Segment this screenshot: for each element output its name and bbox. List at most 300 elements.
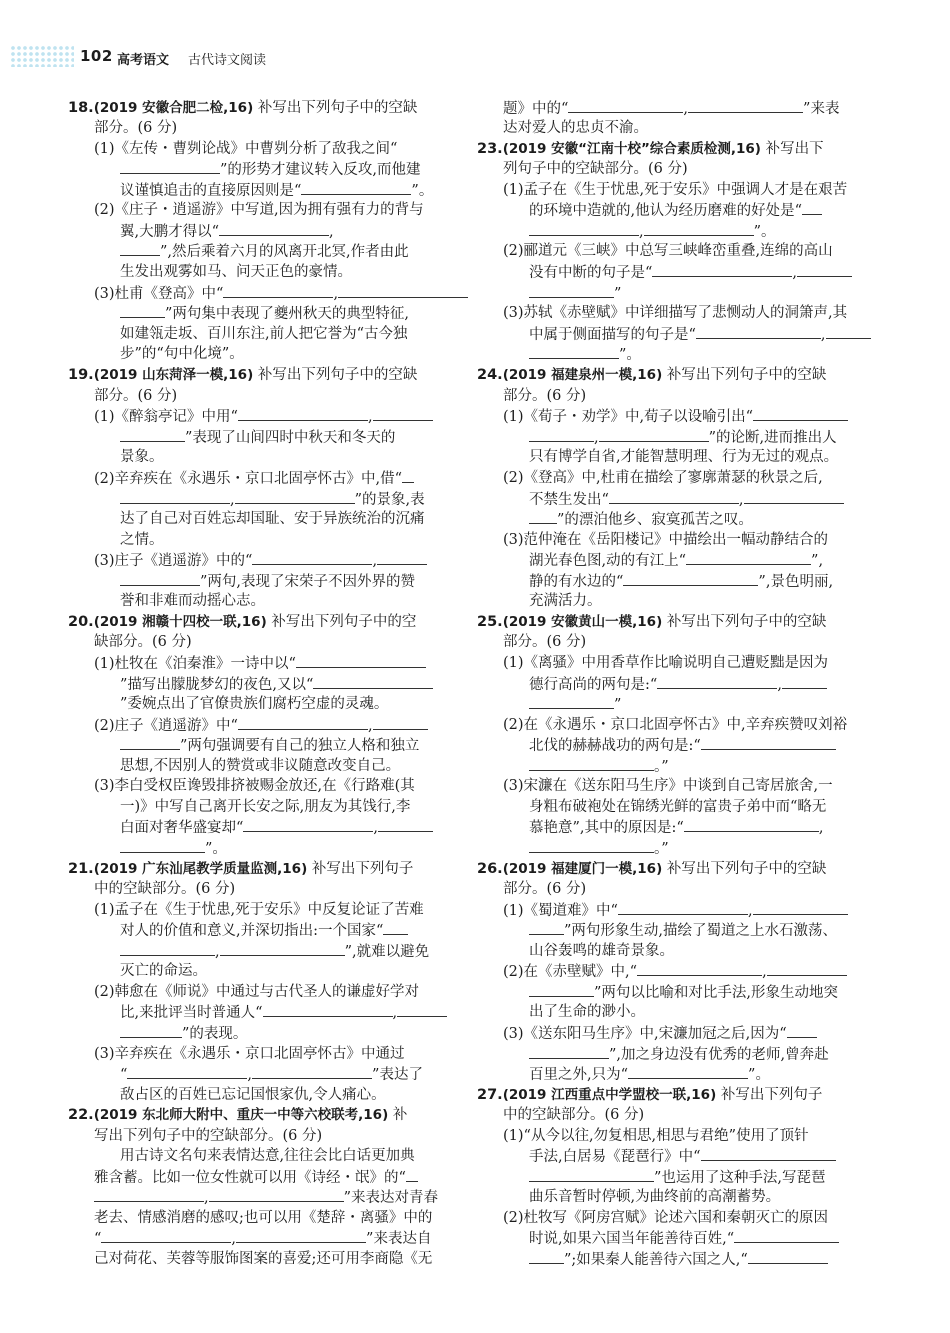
line-text: 步”的“句中化境”。 — [120, 346, 244, 362]
line-text: ”,加之身边没有优秀的老师,曾奔赴 — [609, 1047, 829, 1063]
text-line — [120, 1002, 447, 1023]
answer-blank[interactable] — [219, 221, 329, 236]
question-number: 26. — [477, 861, 503, 877]
text-line — [503, 118, 648, 138]
question-source: ( — [93, 614, 100, 630]
text-line — [529, 982, 838, 1003]
answer-blank[interactable] — [744, 489, 844, 504]
text-line — [529, 941, 674, 961]
answer-blank[interactable] — [406, 1167, 418, 1182]
question-source: ) — [754, 141, 761, 157]
text-line — [94, 550, 427, 571]
text-line — [120, 180, 433, 201]
line-text: ”,景色明丽, — [758, 574, 834, 590]
line-text: 曲乐音暂时停顿,为曲终前的高潮蓄势。 — [529, 1189, 781, 1205]
answer-blank[interactable] — [529, 982, 594, 997]
line-text: ” — [614, 697, 622, 713]
text-line — [529, 489, 844, 510]
answer-blank[interactable] — [529, 283, 614, 298]
section-title: 古代诗文阅读 — [188, 53, 267, 68]
text-line — [477, 859, 826, 879]
line-text: 翼,大鹏才得以“ — [120, 224, 220, 240]
line-text: ” — [614, 286, 622, 302]
answer-blank[interactable] — [782, 674, 827, 689]
answer-blank[interactable] — [301, 180, 411, 195]
text-line — [503, 468, 823, 488]
answer-blank[interactable] — [701, 735, 836, 750]
text-line — [503, 632, 586, 652]
question-number: 22. — [68, 1107, 94, 1123]
text-line — [503, 1023, 817, 1044]
text-line — [94, 406, 433, 427]
text-line — [94, 283, 468, 304]
line-text: (1)孟子在《生于忧患,死于安乐》中反复论证了苦难 — [94, 902, 424, 918]
answer-blank[interactable] — [652, 262, 792, 277]
line-text: ”。 — [748, 1067, 770, 1083]
answer-blank[interactable] — [120, 427, 185, 442]
question-source: ( — [502, 141, 509, 157]
answer-blank[interactable] — [767, 961, 847, 976]
line-text: 。” — [654, 759, 669, 775]
answer-blank[interactable] — [628, 1064, 748, 1079]
line-text: 灭亡的命运。 — [120, 963, 207, 979]
text-line — [529, 283, 621, 304]
line-text: 生发出观雾如马、问天正色的豪情。 — [120, 264, 352, 280]
text-line — [94, 1187, 438, 1208]
line-text: , — [392, 1005, 398, 1021]
text-line — [503, 159, 688, 179]
line-text: 如建瓴走坂、百川东注,前人把它誉为“古今独 — [120, 326, 408, 342]
text-line — [503, 653, 828, 673]
text-line — [120, 1023, 247, 1044]
text-line — [477, 139, 824, 159]
answer-blank[interactable] — [383, 920, 408, 935]
line-text: ”。 — [619, 347, 641, 363]
line-text: , — [738, 492, 744, 508]
answer-blank[interactable] — [529, 1044, 609, 1059]
line-text: 中的空缺部分。(6 分) — [94, 881, 236, 897]
question-number: 23. — [477, 141, 503, 157]
line-text: 用古诗文名句来表情达意,往往会比白话更加典 — [120, 1148, 415, 1164]
answer-blank[interactable] — [120, 735, 180, 750]
line-text: 身粗布破袍处在锦绣光鲜的富贵子弟中而“略无 — [529, 799, 827, 815]
text-line — [120, 447, 164, 467]
answer-blank[interactable] — [238, 406, 368, 421]
line-text: ”;如果秦人能善待六国之人,“ — [564, 1252, 748, 1268]
line-text: 部分。(6 分) — [94, 120, 178, 136]
answer-blank[interactable] — [94, 1187, 204, 1202]
line-text: , — [762, 964, 767, 980]
question-number: 21. — [68, 861, 94, 877]
question-source: 2019 福建厦门一模,16 — [508, 861, 657, 877]
answer-blank[interactable] — [684, 817, 819, 832]
line-text: 敌占区的百姓已忘记国恨家仇,令人痛心。 — [120, 1087, 386, 1103]
answer-blank[interactable] — [120, 241, 160, 256]
text-line — [529, 591, 602, 611]
text-line — [94, 1228, 431, 1249]
line-text: (1)《荀子・劝学》中,荀子以设喻引出“ — [503, 409, 754, 425]
answer-blank[interactable] — [120, 1023, 182, 1038]
answer-blank[interactable] — [338, 283, 468, 298]
line-text: 达对爱人的忠贞不渝。 — [503, 120, 648, 136]
text-line — [529, 509, 753, 530]
line-text: (1)《蜀道难》中“ — [503, 903, 618, 919]
question-source: ) — [247, 100, 254, 116]
answer-blank[interactable] — [529, 920, 564, 935]
text-line — [94, 1208, 432, 1228]
text-line — [94, 632, 192, 652]
line-text: , — [231, 1231, 237, 1247]
text-line — [529, 344, 641, 365]
answer-blank[interactable] — [688, 98, 803, 113]
text-line — [503, 180, 847, 200]
answer-blank[interactable] — [753, 406, 848, 421]
text-line — [529, 735, 836, 756]
answer-blank[interactable] — [802, 200, 822, 215]
line-text: (2)在《永遇乐・京口北固亭怀古》中,辛弃疾赞叹刘裕 — [503, 717, 848, 733]
line-text: 充满活力。 — [529, 593, 602, 609]
text-line — [120, 1085, 386, 1105]
answer-blank[interactable] — [696, 324, 821, 339]
line-text: , — [594, 430, 599, 446]
text-line — [68, 612, 416, 632]
question-source: ( — [93, 367, 100, 383]
answer-blank[interactable] — [797, 262, 852, 277]
answer-blank[interactable] — [618, 900, 748, 915]
line-text: 一)》中写自己离开长安之际,朋友为其饯行,李 — [120, 799, 411, 815]
line-text: “ — [94, 1231, 102, 1247]
line-text: (3)《送东阳马生序》中,宋濂加冠之后,因为“ — [503, 1026, 787, 1042]
line-text: 。” — [654, 841, 669, 857]
text-line — [120, 159, 421, 180]
line-text: 时说,如果六国当年能善待百姓,“ — [529, 1231, 735, 1247]
line-text: 部分。(6 分) — [503, 634, 587, 650]
answer-blank[interactable] — [529, 838, 654, 853]
question-source: ) — [656, 367, 663, 383]
line-text: 对人的价值和意义,并深切指出:一个国家“ — [120, 923, 384, 939]
line-text: 写出下列句子中的空缺部分。(6 分) — [94, 1128, 323, 1144]
text-line — [120, 797, 410, 817]
line-text: ”。 — [411, 183, 434, 199]
question-source: ) — [301, 861, 308, 877]
text-line — [120, 961, 207, 981]
text-line — [529, 838, 669, 859]
text-line — [529, 1187, 780, 1207]
answer-blank[interactable] — [263, 1002, 393, 1017]
answer-blank[interactable] — [623, 571, 758, 586]
answer-blank[interactable] — [220, 941, 345, 956]
answer-blank[interactable] — [120, 571, 200, 586]
answer-blank[interactable] — [120, 838, 205, 853]
answer-blank[interactable] — [373, 406, 433, 421]
line-text: 景象。 — [120, 449, 164, 465]
answer-blank[interactable] — [236, 1228, 366, 1243]
text-line — [529, 1249, 828, 1270]
answer-blank[interactable] — [252, 1064, 372, 1079]
answer-blank[interactable] — [529, 221, 639, 236]
line-text: 德行高尚的两句是:“ — [529, 677, 658, 693]
text-line — [529, 1228, 839, 1249]
line-text: 部分。(6 分) — [503, 388, 587, 404]
text-line — [529, 571, 833, 592]
text-line — [503, 961, 847, 982]
text-line — [120, 571, 415, 592]
text-line — [503, 879, 586, 899]
answer-blank[interactable] — [120, 941, 215, 956]
answer-blank[interactable] — [238, 715, 368, 730]
answer-blank[interactable] — [734, 1228, 839, 1243]
answer-blank[interactable] — [637, 961, 762, 976]
line-text: 白面对奢华盛宴却“ — [120, 820, 244, 836]
text-line — [120, 303, 409, 324]
text-line — [120, 591, 265, 611]
line-text: (1)杜牧在《泊秦淮》一诗中以“ — [94, 656, 296, 672]
text-line — [120, 241, 409, 262]
line-text: 百里之外,只为“ — [529, 1067, 629, 1083]
text-line — [120, 489, 425, 510]
line-text: ”表现了山间四时中秋天和冬天的 — [185, 430, 396, 446]
text-line — [68, 1105, 407, 1125]
line-text: 比,来批评当时普通人“ — [120, 1005, 263, 1021]
text-line — [120, 509, 425, 529]
line-text: , — [333, 286, 339, 302]
line-text: 部分。(6 分) — [94, 388, 178, 404]
line-text: (2)辛弃疾在《永遇乐・京口北固亭怀古》中,借“ — [94, 471, 403, 487]
answer-blank[interactable] — [252, 550, 372, 565]
question-source: 2019 安徽“江南十校”综合素质检测,16 — [508, 141, 755, 157]
answer-blank[interactable] — [209, 1187, 344, 1202]
text-line — [503, 386, 586, 406]
line-text: 慕艳意”,其中的原因是:“ — [529, 820, 684, 836]
text-line — [529, 817, 823, 838]
text-line — [120, 221, 334, 242]
line-text: 中的空缺部分。(6 分) — [503, 1107, 645, 1123]
line-text: ”。 — [753, 224, 776, 240]
answer-blank[interactable] — [529, 1167, 654, 1182]
text-line — [477, 1085, 822, 1105]
line-text: ”的形势才建议转入反攻,而他建 — [220, 162, 421, 178]
answer-blank[interactable] — [296, 653, 426, 668]
line-text: , — [367, 718, 373, 734]
question-source: ) — [656, 614, 663, 630]
line-text: 的环境中造就的,他认为经历磨难的好处是“ — [529, 203, 803, 219]
line-text: 没有中断的句子是“ — [529, 265, 653, 281]
answer-blank[interactable] — [609, 489, 739, 504]
text-line — [120, 817, 433, 838]
answer-blank[interactable] — [529, 344, 619, 359]
answer-blank[interactable] — [120, 159, 220, 174]
answer-blank[interactable] — [599, 427, 709, 442]
text-line — [120, 694, 388, 714]
text-line — [94, 776, 415, 796]
question-number: 24. — [477, 367, 503, 383]
line-text: 题》中的“ — [503, 101, 569, 117]
answer-blank[interactable] — [657, 674, 777, 689]
line-text: ”两句形象生动,描绘了蜀道之上水石激荡、 — [564, 923, 838, 939]
line-text: 老去、情感消磨的感叹;也可以用《楚辞・离骚》中的 — [94, 1210, 433, 1226]
book-title: 高考语文 — [117, 53, 170, 68]
answer-blank[interactable] — [313, 674, 433, 689]
line-text: (1)《醉翁亭记》中用“ — [94, 409, 238, 425]
line-text: , — [204, 1190, 209, 1206]
answer-blank[interactable] — [378, 817, 433, 832]
text-line — [94, 715, 428, 736]
question-source: 2019 湘赣十四校一联,16 — [99, 614, 261, 630]
text-line — [529, 262, 852, 283]
line-text: (2)庄子《逍遥游》中“ — [94, 718, 238, 734]
line-text: , — [373, 820, 379, 836]
line-text: , — [247, 1067, 253, 1083]
line-text: , — [747, 903, 753, 919]
question-number: 27. — [477, 1087, 503, 1103]
text-line — [94, 982, 419, 1002]
text-line — [503, 1126, 809, 1146]
text-line — [503, 1208, 828, 1228]
question-source: ( — [502, 367, 509, 383]
line-text: , — [329, 224, 334, 240]
text-line — [529, 1002, 645, 1022]
answer-blank[interactable] — [529, 427, 594, 442]
text-line — [529, 1146, 836, 1167]
line-text: ”。 — [205, 841, 227, 857]
answer-blank[interactable] — [101, 1228, 231, 1243]
line-text: 之情。 — [120, 532, 164, 548]
answer-blank[interactable] — [235, 489, 355, 504]
line-text: 缺部分。(6 分) — [94, 634, 192, 650]
text-line — [120, 735, 419, 756]
line-text: (3)庄子《逍遥游》中的“ — [94, 553, 253, 569]
answer-blank[interactable] — [529, 694, 614, 709]
question-source: ( — [93, 1107, 100, 1123]
line-text: , — [215, 944, 220, 960]
answer-blank[interactable] — [120, 489, 230, 504]
line-text: 补写出下列句子中的空缺 — [662, 614, 827, 630]
line-text: 补写出下 — [760, 141, 824, 157]
question-source: ( — [502, 1087, 509, 1103]
line-text: ”两句以比喻和对比手法,形象生动地突 — [594, 985, 839, 1001]
answer-blank[interactable] — [701, 1146, 836, 1161]
text-line — [529, 1044, 829, 1065]
question-source: ) — [656, 861, 663, 877]
line-text: ”的景象,表 — [354, 492, 425, 508]
answer-blank[interactable] — [402, 468, 414, 483]
text-line — [503, 530, 828, 550]
line-text: 达了自己对百姓忘却国耻、安于异族统治的沉痛 — [120, 511, 425, 527]
line-text: 补写出下列句子中的空 — [266, 614, 417, 630]
line-text: , — [792, 265, 798, 281]
question-number: 25. — [477, 614, 503, 630]
text-line — [120, 324, 408, 344]
answer-blank[interactable] — [686, 550, 811, 565]
answer-blank[interactable] — [397, 1002, 447, 1017]
line-text: 北伐的赫赫战功的两句是:“ — [529, 738, 701, 754]
line-text: (2)《庄子・逍遥游》中写道,因为拥有强有力的背与 — [94, 202, 424, 218]
line-text: , — [367, 409, 373, 425]
answer-blank[interactable] — [826, 324, 871, 339]
question-source: ( — [502, 614, 509, 630]
line-text: ”的漂泊他乡、寂寞孤苦之叹。 — [557, 512, 753, 528]
text-line — [94, 1249, 432, 1269]
text-line — [503, 241, 833, 261]
text-line — [503, 715, 847, 735]
line-text: ”,然后乘着六月的风离开北冥,作者由此 — [160, 244, 409, 260]
line-text: (1)《离骚》中用香草作比喻说明自己遭贬黜是因为 — [503, 655, 829, 671]
question-source: ( — [502, 861, 509, 877]
question-source: ) — [382, 1107, 389, 1123]
text-line — [94, 468, 414, 489]
text-line — [94, 1167, 418, 1188]
line-text: ”两句强调要有自己的独立人格和独立 — [180, 738, 420, 754]
answer-blank[interactable] — [373, 715, 428, 730]
answer-blank[interactable] — [243, 817, 373, 832]
line-text: 誉和非难而动摇心志。 — [120, 593, 265, 609]
line-text: (3)苏轼《赤壁赋》中详细描写了悲恻动人的洞箫声,其 — [503, 305, 848, 321]
answer-blank[interactable] — [753, 900, 848, 915]
answer-blank[interactable] — [529, 1249, 564, 1264]
line-text: 只有博学自省,才能智慧明理、行为无过的观点。 — [529, 449, 839, 465]
text-line — [120, 1146, 415, 1166]
line-text: 补写出下列句子中的空缺 — [253, 100, 418, 116]
text-line — [120, 941, 429, 962]
text-line — [503, 1105, 644, 1125]
text-line — [529, 221, 776, 242]
line-text: ”两句,表现了宋荣子不因外界的赞 — [200, 574, 416, 590]
answer-blank[interactable] — [529, 756, 654, 771]
text-line — [68, 859, 413, 879]
line-text: (2)杜牧写《阿房宫赋》论述六国和秦朝灭亡的原因 — [503, 1210, 829, 1226]
line-text: 出了生命的渺小。 — [529, 1004, 645, 1020]
answer-blank[interactable] — [787, 1023, 817, 1038]
line-text: 补写出下列句子 — [307, 861, 414, 877]
answer-blank[interactable] — [644, 221, 754, 236]
line-text: “ — [120, 1067, 128, 1083]
line-text: 雅含蓄。比如一位女性就可以用《诗经・氓》的“ — [94, 1170, 406, 1186]
text-line — [503, 303, 847, 323]
answer-blank[interactable] — [377, 550, 427, 565]
line-text: ”来表 — [803, 101, 840, 117]
text-line — [94, 200, 424, 220]
text-line — [120, 530, 164, 550]
text-line — [68, 365, 417, 385]
line-text: (3)辛弃疾在《永遇乐・京口北固亭怀古》中通过 — [94, 1046, 405, 1062]
line-text: 手法,白居易《琵琶行》中“ — [529, 1149, 701, 1165]
answer-blank[interactable] — [748, 1249, 828, 1264]
text-line — [529, 920, 837, 941]
line-text: ”来表达自 — [366, 1231, 432, 1247]
line-text: ”, — [811, 553, 824, 569]
text-line — [529, 200, 822, 221]
question-source: ) — [710, 1087, 717, 1103]
line-text: 不禁生发出“ — [529, 492, 609, 508]
text-line — [529, 447, 838, 467]
answer-blank[interactable] — [127, 1064, 247, 1079]
answer-blank[interactable] — [568, 98, 683, 113]
text-line — [529, 550, 823, 571]
line-text: (2)韩愈在《师说》中通过与古代圣人的谦虚好学对 — [94, 984, 420, 1000]
text-line — [120, 344, 244, 364]
text-line — [94, 1126, 322, 1146]
text-line — [529, 324, 871, 345]
line-text: ”描写出朦胧梦幻的夜色,又以“ — [120, 677, 314, 693]
text-line — [94, 653, 426, 674]
text-line — [68, 98, 417, 118]
answer-blank[interactable] — [223, 283, 333, 298]
question-source: 2019 安徽合肥二检,16 — [99, 100, 248, 116]
answer-blank[interactable] — [529, 509, 557, 524]
answer-blank[interactable] — [120, 303, 165, 318]
line-text: 议谨慎追击的直接原因则是“ — [120, 183, 302, 199]
line-text: , — [777, 677, 782, 693]
